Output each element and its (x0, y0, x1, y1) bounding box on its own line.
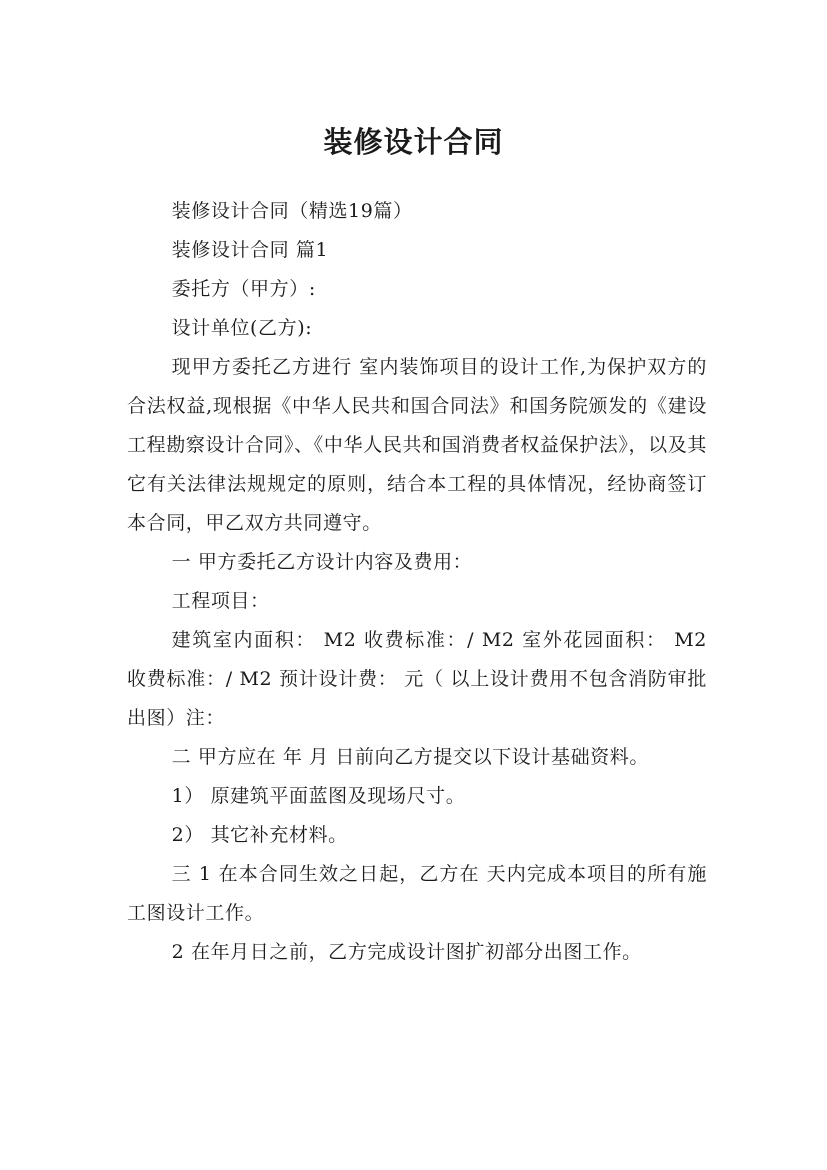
paragraph-subtitle: 装修设计合同（精选19篇） (171, 200, 413, 222)
paragraph-clause-three: 三 1 在本合同生效之日起，乙方在 天内完成本项目的所有施工图设计工作。 (127, 863, 707, 924)
paragraph-clause-three-two: 2 在年月日之前，乙方完成设计图扩初部分出图工作。 (171, 941, 642, 963)
paragraph-item-one: 1） 原建筑平面蓝图及现场尺寸。 (171, 785, 466, 807)
paragraph-client: 委托方（甲方）: (171, 278, 316, 300)
document-title: 装修设计合同 (323, 125, 504, 160)
paragraph-clause-two: 二 甲方应在 年 月 日前向乙方提交以下设计基础资料。 (171, 746, 649, 768)
paragraph-item-two: 2） 其它补充材料。 (171, 824, 348, 846)
paragraph-section-heading: 装修设计合同 篇1 (171, 239, 329, 261)
paragraph-fees: 建筑室内面积： M2 收费标准：/ M2 室外花园面积： M2 收费标准：/ M2 预计设计费： 元（ 以上设计费用不包含消防审批出图）注： (127, 629, 707, 729)
paragraph-project: 工程项目： (171, 590, 270, 612)
paragraph-preamble: 现甲方委托乙方进行 室内装饰项目的设计工作,为保护双方的合法权益,现根据《中华人民共和国合同法》和国务院颁发的《建设工程勘察设计合同》、《中华人民共和国消费者权益保护法》，以及其它有关法律法规规定的原则，结合本工程的具体情况，经协商签订本合同，甲乙双方共同遵守。 (127, 356, 707, 534)
paragraph-clause-one: 一 甲方委托乙方设计内容及费用： (171, 551, 473, 573)
paragraph-designer: 设计单位(乙方): (171, 317, 313, 339)
document-body (127, 192, 707, 972)
